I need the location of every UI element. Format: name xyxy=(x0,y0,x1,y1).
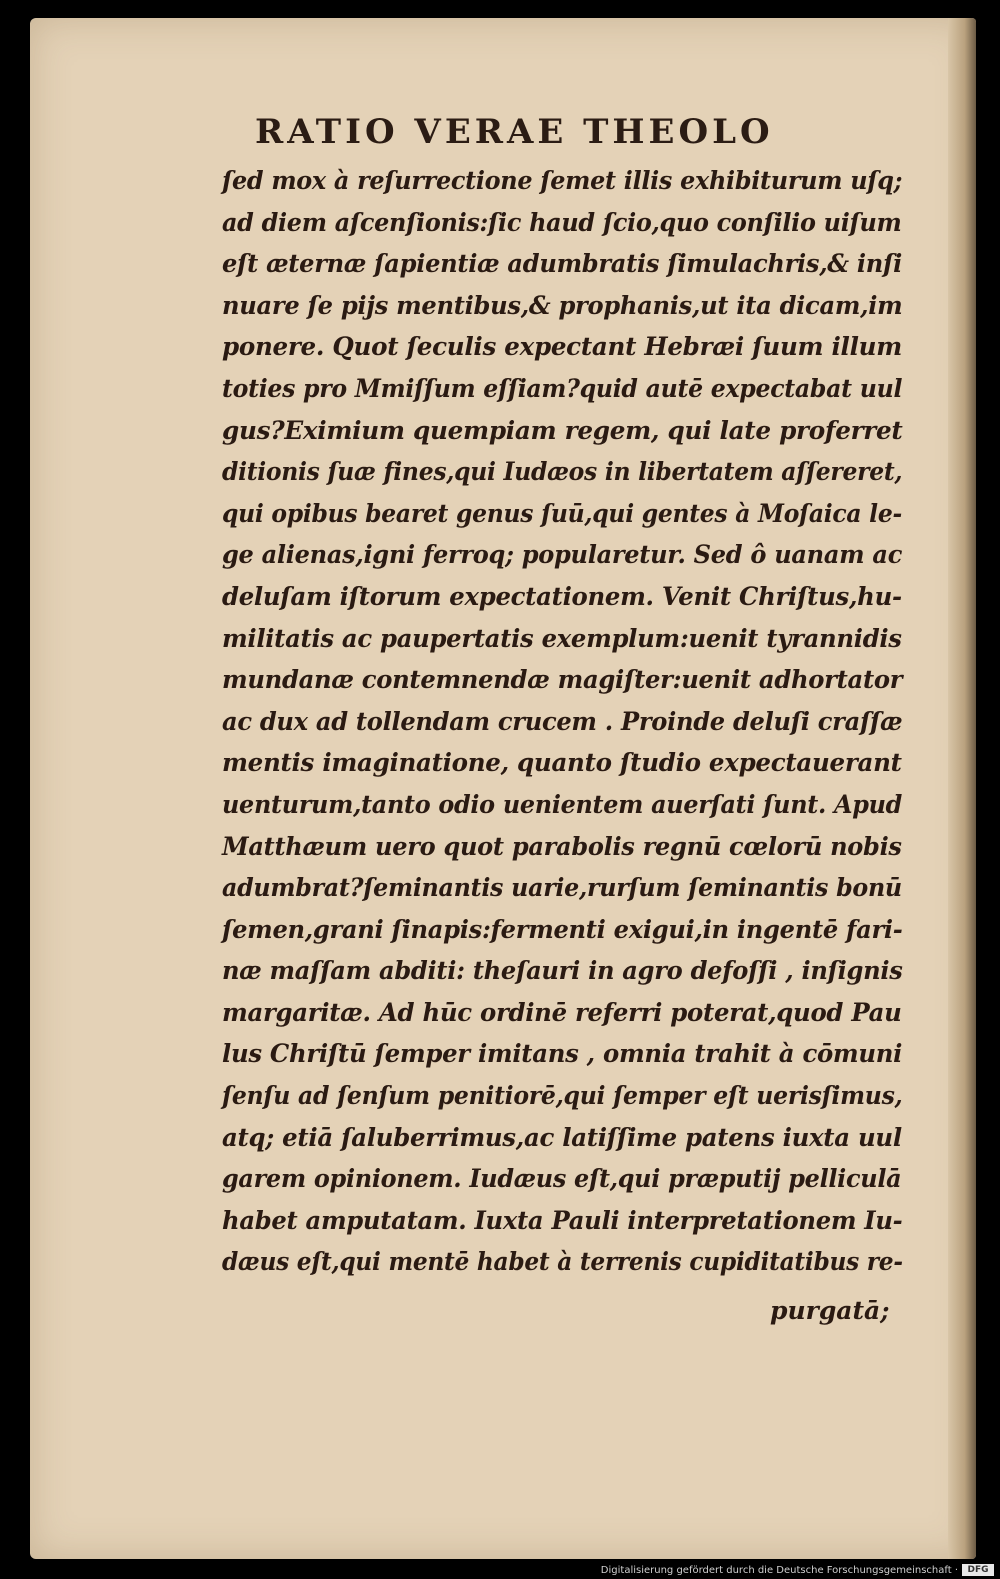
body-text xyxy=(222,160,902,1283)
text-line: dæus eſt,qui mentē habet à terrenis cupiditatibus re- xyxy=(222,1247,903,1277)
text-line: ac dux ad tollendam crucem . Proinde deluſi craſſæ xyxy=(222,706,903,736)
digitization-credit: Digitalisierung gefördert durch die Deutsche Forschungsgemeinschaft · xyxy=(600,1565,958,1576)
dfg-logo: DFG xyxy=(962,1564,994,1576)
text-line: garem opinionem. Iudæus eſt,qui præputij pelliculā xyxy=(222,1164,902,1194)
text-line: habet amputatam. Iuxta Pauli interpretationem Iu- xyxy=(222,1205,903,1235)
text-line: Matthæum uero quot parabolis regnū cœlorū nobis xyxy=(222,831,902,861)
text-line: ge alienas,igni ferroq; popularetur. Sed ô uanam ac xyxy=(222,540,903,570)
text-line: eſt æternæ ſapientiæ adumbratis ſimulachris,& inſi xyxy=(222,249,902,279)
text-line: militatis ac paupertatis exemplum:uenit tyrannidis xyxy=(222,623,902,653)
text-line: ſemen,grani ſinapis:fermenti exigui,in ingentē fari- xyxy=(222,914,903,944)
text-line: toties pro Mmiſſum eſſiam?quid autē expectabat uul xyxy=(222,373,903,403)
text-line: deluſam iſtorum expectationem. Venit Chriſtus,hu- xyxy=(222,581,902,611)
running-head: RATIO VERAE THEOLO xyxy=(255,112,774,152)
page-edge xyxy=(948,18,976,1559)
text-line: margaritæ. Ad hūc ordinē referri poterat,quod Pau xyxy=(222,997,902,1027)
text-line: adumbrat?ſeminantis uarie,rurſum ſeminantis bonū xyxy=(222,873,902,903)
text-line: lus Chriſtū ſemper imitans , omnia trahit à cōmuni xyxy=(222,1039,903,1069)
text-line: ſed mox à reſurrectione ſemet illis exhibiturum uſq; xyxy=(222,166,903,195)
text-line: atq; etiā ſaluberrimus,ac latiſſime patens iuxta uul xyxy=(222,1122,902,1152)
text-line: ponere. Quot ſeculis expectant Hebræi ſuum illum xyxy=(222,332,902,362)
text-line: næ maſſam abditi: theſauri in agro defoſſi , inſignis xyxy=(222,956,903,986)
text-line: mundanæ contemnendæ magiſter:uenit adhortator xyxy=(222,665,903,695)
text-line: mentis imaginatione, quanto ſtudio expectauerant xyxy=(222,748,902,778)
catchword: purgatā; xyxy=(770,1296,890,1325)
text-line: ad diem aſcenſionis:ſic haud ſcio,quo conſilio uiſum xyxy=(222,207,902,237)
text-line: uenturum,tanto odio uenientem auerſati ſunt. Apud xyxy=(222,789,903,819)
text-line: gus?Eximium quempiam regem, qui late proferret xyxy=(222,415,903,445)
text-line: ditionis ſuæ fines,qui Iudæos in libertatem aſſereret, xyxy=(222,457,903,487)
text-line: ſenſu ad ſenſum penitiorē,qui ſemper eſt uerisſimus, xyxy=(222,1081,903,1111)
text-line: qui opibus bearet genus ſuū,qui gentes à Moſaica le- xyxy=(222,498,902,528)
text-line: nuare ſe pijs mentibus,& prophanis,ut ita dicam,im xyxy=(222,290,903,320)
